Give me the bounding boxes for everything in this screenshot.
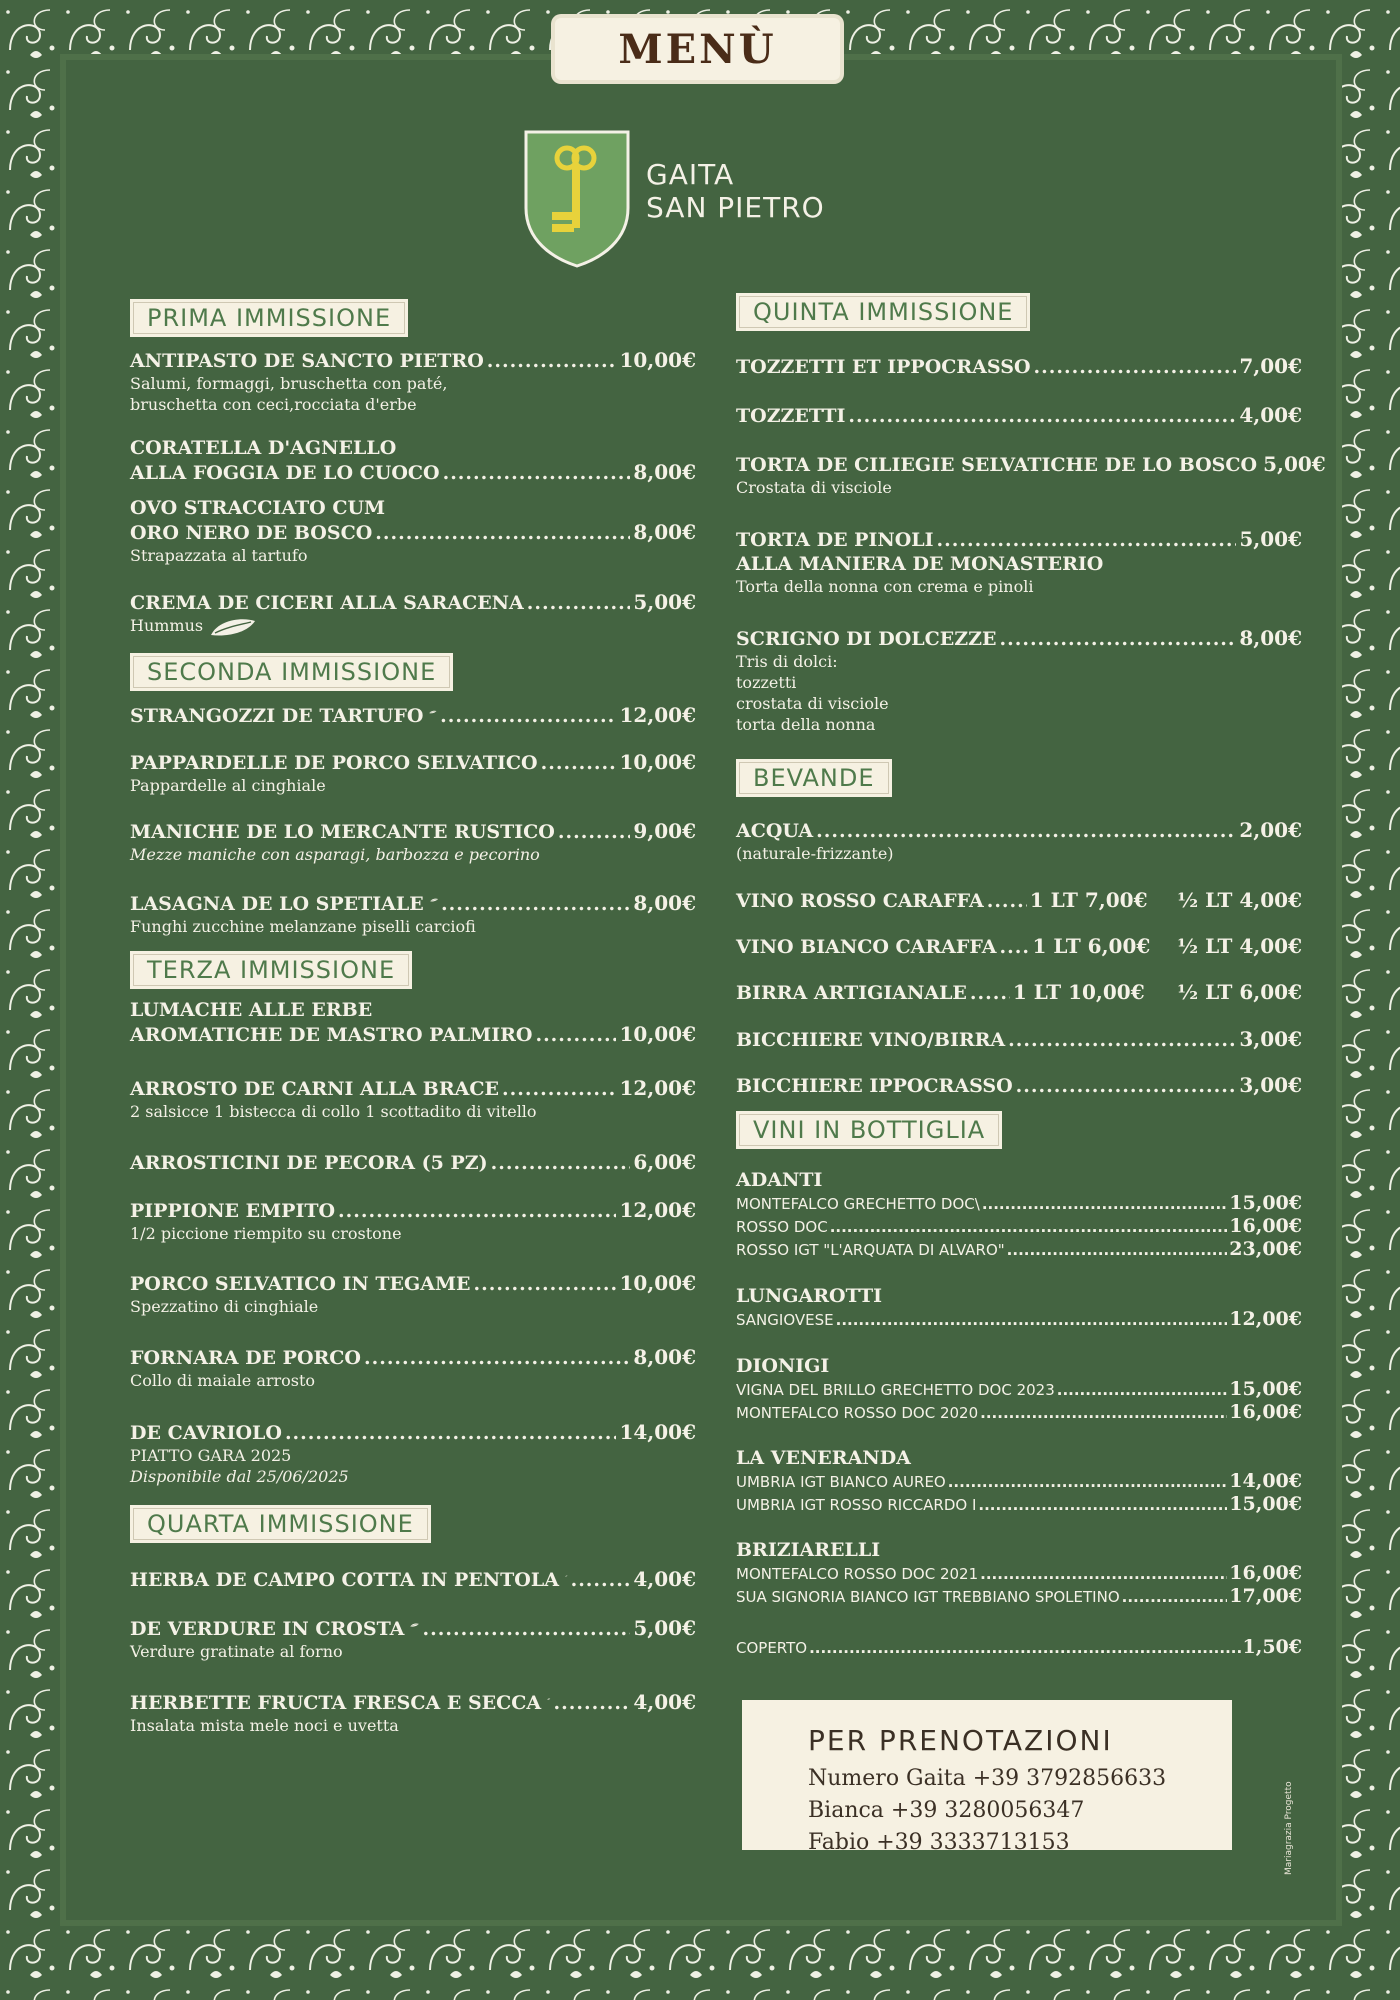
item-price: 10,00€: [619, 1022, 696, 1046]
item-name: FORNARA DE PORCO: [130, 1347, 361, 1369]
item-desc: Torta della nonna con crema e pinoli: [736, 577, 1034, 596]
item-desc: Hummus: [130, 616, 204, 635]
menu-item: [130, 1271, 696, 1317]
phone-bianca[interactable]: Bianca +39 3280056347: [808, 1798, 1085, 1823]
item-price: 8,00€: [633, 520, 696, 544]
menu-item: [130, 890, 696, 937]
wine-price: 17,00€: [1229, 1585, 1302, 1607]
item-desc: (naturale-frizzante): [736, 844, 894, 863]
section-quinta: [736, 294, 1030, 330]
item-price: 12,00€: [619, 1198, 696, 1222]
item-price: 3,00€: [1239, 1027, 1302, 1051]
brand-name: [646, 158, 825, 224]
item-desc: Disponibile dal 25/06/2025: [130, 1467, 349, 1486]
item-name: BICCHIERE IPPOCRASSO: [736, 1075, 1013, 1097]
producer-name: BRIZIARELLI: [736, 1539, 881, 1561]
item-price-halflt: ½ LT 4,00€: [1177, 934, 1302, 958]
item-desc: Crostata di visciole: [736, 478, 892, 497]
wine-name: SUA SIGNORIA BIANCO IGT TREBBIANO SPOLETINO: [736, 1588, 1120, 1606]
section-label: SECONDA IMMISSIONE: [130, 653, 453, 691]
wine-name: MONTEFALCO GRECHETTO DOC\: [736, 1195, 980, 1213]
item-name: ALLA FOGGIA DE LO CUOCO: [130, 462, 440, 484]
item-name-line: OVO STRACCIATO CUM: [130, 497, 386, 519]
menu-item: [736, 980, 1302, 1005]
item-price-1lt: 1 LT 10,00€: [1012, 980, 1145, 1004]
leaf-icon: [429, 702, 437, 722]
item-name: SCRIGNO DI DOLCEZZE: [736, 628, 997, 650]
item-name: HERBA DE CAMPO COTTA IN PENTOLA: [130, 1569, 559, 1591]
item-price: 7,00€: [1239, 354, 1302, 378]
item-name: LASAGNA DE LO SPETIALE: [130, 893, 424, 915]
item-price: 8,00€: [633, 1345, 696, 1369]
wine-name: ROSSO IGT "L'ARQUATA DI ALVARO": [736, 1241, 1005, 1259]
wine-price: 16,00€: [1229, 1562, 1302, 1584]
item-price: 14,00€: [619, 1420, 696, 1444]
wine-price: 23,00€: [1229, 1238, 1302, 1260]
item-name: TOZZETTI ET IPPOCRASSO: [736, 356, 1031, 378]
item-price: 4,00€: [633, 1690, 696, 1714]
item-price: 10,00€: [619, 750, 696, 774]
item-desc: Strapazzata al tartufo: [130, 546, 308, 565]
menu-item: [736, 354, 1302, 379]
menu-item: [130, 348, 696, 415]
item-name: AROMATICHE DE MASTRO PALMIRO: [130, 1024, 533, 1046]
item-desc: Mezze maniche con asparagi, barbozza e pecorino: [130, 845, 540, 864]
item-price: 8,00€: [1239, 626, 1302, 650]
item-desc: torta della nonna: [736, 715, 876, 734]
menu-item: [736, 403, 1302, 428]
item-desc: Salumi, formaggi, bruschetta con paté,: [130, 374, 448, 393]
item-price: 8,00€: [633, 891, 696, 915]
leaf-icon: [209, 617, 257, 637]
item-name-line: ALLA MANIERA DE MONASTERIO: [736, 553, 1104, 575]
item-name: PORCO SELVATICO IN TEGAME: [130, 1273, 471, 1295]
item-name-line: CORATELLA D'AGNELLO: [130, 437, 397, 459]
menu-item: [130, 702, 696, 728]
menu-title: MENÙ: [618, 25, 777, 73]
wine-name: UMBRIA IGT ROSSO RICCARDO I: [736, 1496, 977, 1514]
menu-item: [130, 819, 696, 865]
item-desc: Collo di maiale arrosto: [130, 1371, 316, 1390]
item-name: PIPPIONE EMPITO: [130, 1200, 336, 1222]
section-label: PRIMA IMMISSIONE: [130, 299, 408, 337]
wine-price: 12,00€: [1229, 1308, 1302, 1330]
menu-item: [130, 1420, 696, 1487]
producer-name: ADANTI: [736, 1169, 823, 1191]
item-price: 10,00€: [619, 1271, 696, 1295]
item-desc: 2 salsicce 1 bistecca di collo 1 scottadito di vitello: [130, 1102, 537, 1121]
item-name: TOZZETTI: [736, 405, 846, 427]
wine-price: 15,00€: [1229, 1493, 1302, 1515]
item-name: ACQUA: [736, 820, 814, 842]
section-label: VINI IN BOTTIGLIA: [736, 1111, 1002, 1149]
leaf-icon: [410, 1615, 419, 1635]
reservations-title: PER PRENOTAZIONI: [808, 1724, 1113, 1757]
section-label: TERZA IMMISSIONE: [130, 951, 412, 989]
wine-producer: [736, 1446, 1302, 1516]
item-name: ORO NERO DE BOSCO: [130, 522, 373, 544]
item-desc: PIATTO GARA 2025: [130, 1446, 292, 1465]
section-label: QUINTA IMMISSIONE: [736, 293, 1030, 331]
wine-name: UMBRIA IGT BIANCO AUREO: [736, 1473, 946, 1491]
section-bevande: [736, 760, 892, 796]
item-name: BICCHIERE VINO/BIRRA: [736, 1029, 1006, 1051]
item-desc: Pappardelle al cinghiale: [130, 776, 326, 795]
title-banner: [555, 18, 840, 80]
item-name: VINO ROSSO CARAFFA: [736, 890, 984, 912]
item-price: 5,00€: [633, 1616, 696, 1640]
item-name: HERBETTE FRUCTA FRESCA E SECCA: [130, 1692, 542, 1714]
item-desc: Tris di dolci:: [736, 652, 838, 671]
menu-item: [736, 1073, 1302, 1098]
item-name: MANICHE DE LO MERCANTE RUSTICO: [130, 821, 555, 843]
menu-item: [130, 1345, 696, 1391]
section-prima: [130, 300, 408, 336]
menu-item: [130, 1076, 696, 1122]
coperto-price: 1,50€: [1242, 1636, 1302, 1658]
producer-name: LA VENERANDA: [736, 1447, 911, 1469]
section-quarta: [130, 1506, 431, 1542]
item-price: 2,00€: [1239, 818, 1302, 842]
item-price: 4,00€: [633, 1567, 696, 1591]
menu-item: [130, 590, 696, 637]
menu-item: [736, 1027, 1302, 1052]
item-name: CREMA DE CICERI ALLA SARACENA: [130, 592, 524, 614]
brand-line-2: SAN PIETRO: [646, 191, 825, 224]
key-crest-icon: [522, 128, 632, 268]
wine-name: MONTEFALCO ROSSO DOC 2021: [736, 1565, 979, 1583]
menu-item: [130, 436, 696, 485]
wine-name: SANGIOVESE: [736, 1311, 834, 1329]
menu-item: [130, 750, 696, 796]
wine-producer: [736, 1284, 1302, 1331]
menu-item: [736, 934, 1302, 959]
menu-item: [130, 998, 696, 1047]
section-label: BEVANDE: [736, 759, 892, 797]
coperto-label: COPERTO: [736, 1639, 808, 1657]
wine-name: VIGNA DEL BRILLO GRECHETTO DOC 2023: [736, 1381, 1055, 1399]
leaf-icon: [430, 890, 438, 910]
item-name: ARROSTO DE CARNI ALLA BRACE: [130, 1078, 500, 1100]
item-price: 9,00€: [633, 819, 696, 843]
item-desc: Verdure gratinate al forno: [130, 1642, 343, 1661]
section-label: QUARTA IMMISSIONE: [130, 1505, 431, 1543]
item-price: 5,00€: [633, 590, 696, 614]
item-name: STRANGOZZI DE TARTUFO: [130, 705, 424, 727]
producer-name: LUNGAROTTI: [736, 1285, 883, 1307]
item-name: ARROSTICINI DE PECORA (5 PZ): [130, 1152, 488, 1174]
item-name: BIRRA ARTIGIANALE: [736, 982, 967, 1004]
section-seconda: [130, 654, 453, 690]
item-price: 10,00€: [619, 348, 696, 372]
leaf-icon: [565, 1566, 568, 1586]
menu-item: [130, 496, 696, 566]
wine-name: MONTEFALCO ROSSO DOC 2020: [736, 1404, 979, 1422]
item-price-1lt: 1 LT 6,00€: [1032, 934, 1151, 958]
wine-price: 16,00€: [1229, 1401, 1302, 1423]
item-price: 12,00€: [619, 703, 696, 727]
wine-price: 15,00€: [1229, 1378, 1302, 1400]
item-desc: Spezzatino di cinghiale: [130, 1297, 319, 1316]
phone-fabio[interactable]: Fabio +39 3333713153: [808, 1830, 1070, 1855]
item-desc: Insalata mista mele noci e uvetta: [130, 1716, 399, 1735]
item-name: ANTIPASTO DE SANCTO PIETRO: [130, 350, 484, 372]
item-name: TORTA DE CILIEGIE SELVATICHE DE LO BOSCO: [736, 454, 1258, 476]
item-name: DE VERDURE IN CROSTA: [130, 1618, 405, 1640]
item-desc: tozzetti: [736, 673, 797, 692]
section-terza: [130, 952, 412, 988]
menu-item: [736, 626, 1302, 735]
item-price: 5,00€: [1239, 527, 1302, 551]
item-price-1lt: 1 LT 7,00€: [1029, 888, 1148, 912]
wine-name: ROSSO DOC: [736, 1218, 828, 1236]
leaf-icon: [547, 1689, 550, 1709]
item-price: 6,00€: [633, 1150, 696, 1174]
wine-price: 15,00€: [1229, 1192, 1302, 1214]
producer-name: DIONIGI: [736, 1355, 830, 1377]
reservations-box: [742, 1700, 1232, 1855]
item-name: VINO BIANCO CARAFFA: [736, 936, 997, 958]
brand-line-1: GAITA: [646, 158, 735, 191]
menu-item: [130, 1150, 696, 1175]
phone-gaita[interactable]: Numero Gaita +39 3792856633: [808, 1766, 1167, 1791]
item-desc: crostata di visciole: [736, 694, 889, 713]
item-name-line: LUMACHE ALLE ERBE: [130, 999, 373, 1021]
menu-item: [130, 1615, 696, 1662]
item-price: 5,00€: [1263, 452, 1326, 476]
wine-producer: [736, 1168, 1302, 1261]
section-vini: [736, 1112, 1002, 1148]
wine-price: 14,00€: [1229, 1470, 1302, 1492]
wine-price: 16,00€: [1229, 1215, 1302, 1237]
item-price-halflt: ½ LT 4,00€: [1177, 888, 1302, 912]
wine-producer: [736, 1538, 1302, 1608]
menu-item: [736, 452, 1326, 498]
item-price: 8,00€: [633, 460, 696, 484]
item-price: 12,00€: [619, 1076, 696, 1100]
item-desc: Funghi zucchine melanzane piselli carciofi: [130, 917, 476, 936]
menu-item: [736, 818, 1302, 864]
item-desc: 1/2 piccione riempito su crostone: [130, 1224, 402, 1243]
coperto: [736, 1636, 1302, 1659]
item-price: 4,00€: [1239, 403, 1302, 427]
menu-item: [736, 527, 1302, 597]
menu-item: [130, 1689, 696, 1736]
item-price: 3,00€: [1239, 1073, 1302, 1097]
item-desc: bruschetta con ceci,rocciata d'erbe: [130, 395, 417, 414]
menu-item: [130, 1566, 696, 1592]
item-price-halflt: ½ LT 6,00€: [1177, 980, 1302, 1004]
item-name: PAPPARDELLE DE PORCO SELVATICO: [130, 752, 538, 774]
item-name: DE CAVRIOLO: [130, 1422, 282, 1444]
designer-credit: Mariagrazia Progetto: [1284, 1781, 1294, 1875]
menu-item: [736, 888, 1302, 913]
item-name: TORTA DE PINOLI: [736, 529, 934, 551]
menu-item: [130, 1198, 696, 1244]
wine-producer: [736, 1354, 1302, 1424]
